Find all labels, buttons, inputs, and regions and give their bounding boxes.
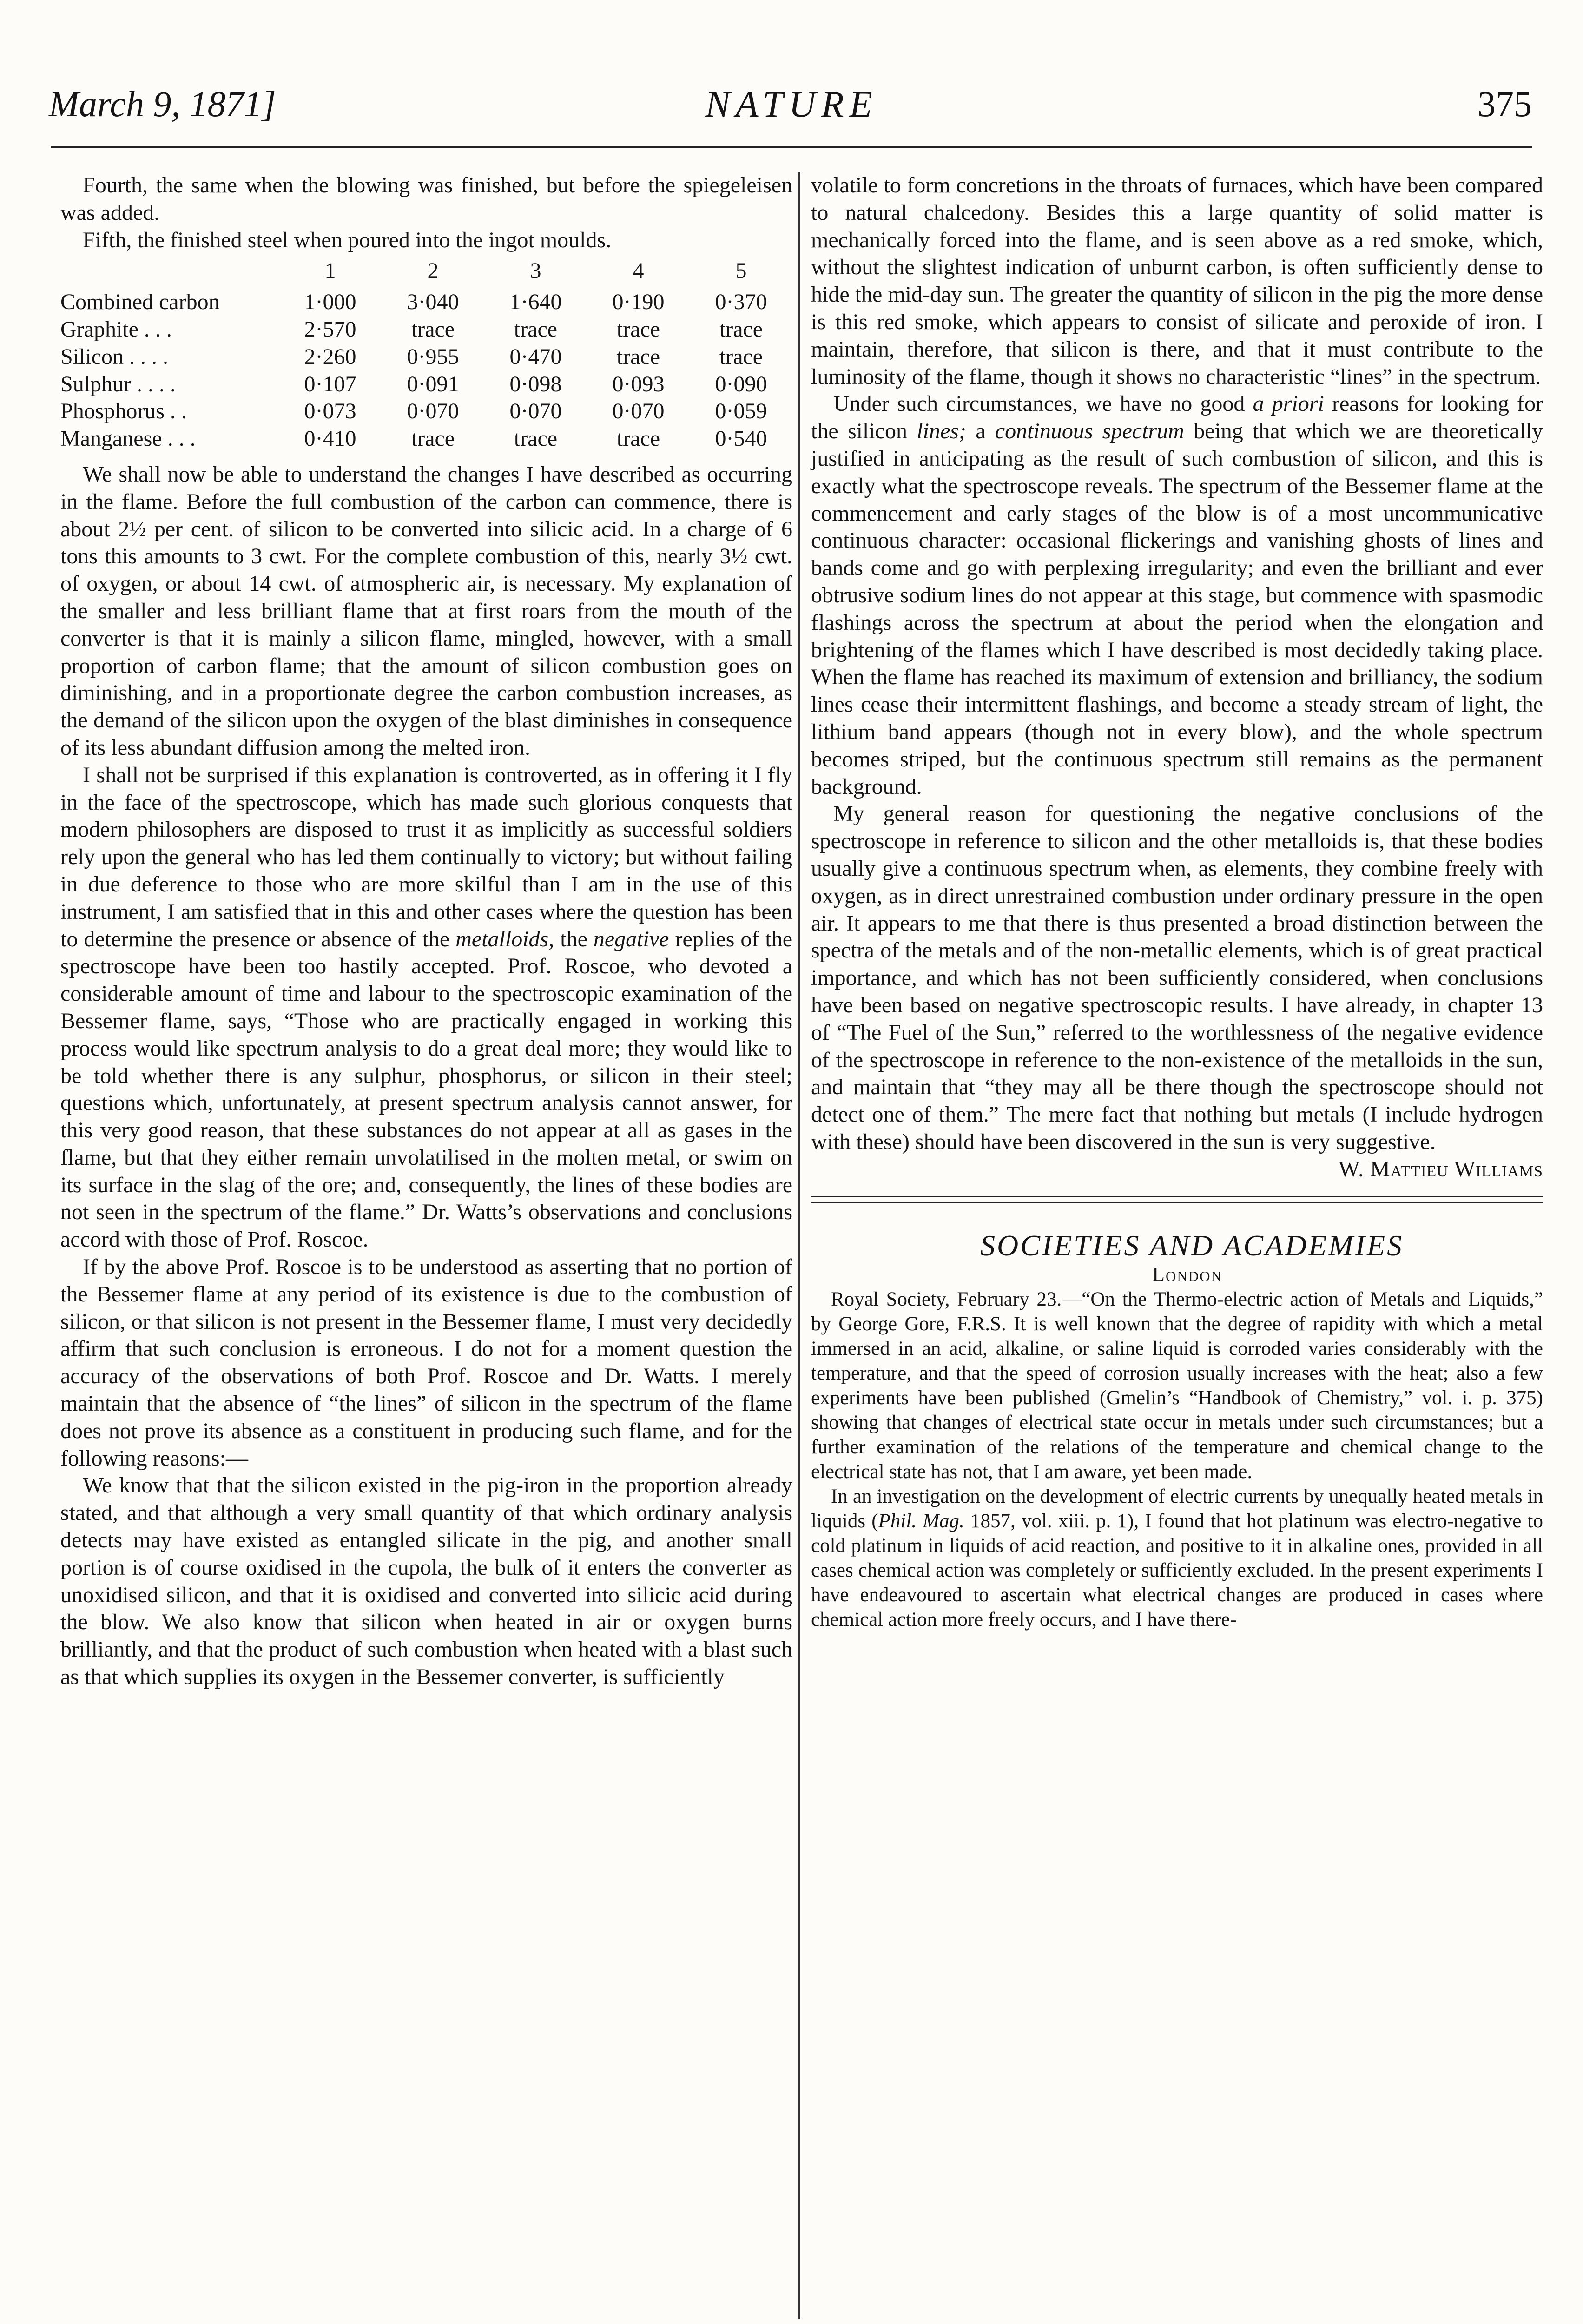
table-cell: 0·470 bbox=[509, 344, 562, 369]
paragraph-royal-society bbox=[811, 1287, 1543, 1484]
italic-run: metalloids bbox=[455, 926, 549, 951]
table-cell: 0·190 bbox=[612, 290, 665, 315]
table-cell: 0·410 bbox=[304, 426, 356, 451]
table-cell: 0·370 bbox=[715, 290, 767, 315]
table-cell: 0·070 bbox=[509, 399, 562, 424]
table-cell: trace bbox=[616, 317, 660, 342]
table-header-cell: 1 bbox=[324, 258, 336, 284]
italic-run: negative bbox=[593, 926, 669, 951]
table-cell: 0·107 bbox=[304, 371, 356, 396]
table-cell: trace bbox=[719, 344, 763, 369]
table-row-label: Phosphorus . . bbox=[60, 399, 187, 424]
table-cell: 0·090 bbox=[715, 371, 767, 396]
table-cell: trace bbox=[411, 317, 455, 342]
table-cell: 0·070 bbox=[407, 399, 459, 424]
page-number: 375 bbox=[1477, 84, 1532, 124]
paragraph-electric-currents bbox=[811, 1484, 1543, 1632]
table-header-cell: 2 bbox=[427, 258, 439, 284]
intro-fifth: Fifth, the finished steel when poured into the ingot moulds. bbox=[83, 227, 612, 252]
paragraph-spectroscope-critique bbox=[60, 762, 792, 1254]
table-row bbox=[60, 371, 792, 398]
table-row bbox=[60, 398, 792, 425]
text-run: 1857, vol. xiii. p. 1), I found that hot platinum was electro-negative to cold platinum in liquids of acid reaction, and positive to it in alkaline ones, provided in all cases chemical action was completely or sufficiently excluded. In the present experiments I have endeavoured to ascertain what electrical changes are produced in cases where chemical action more freely occurs, and I have there- bbox=[811, 1510, 1543, 1631]
paragraph-volatile-continuation: volatile to form concretions in the throats of furnaces, which have been compared to natural chalcedony. Besides this a large quantity of solid matter is mechanically forced into the flame, and is seen above as a red smoke, which, without the slightest indication of unburnt carbon, is often sufficiently dense to hide the mid-day sun. The greater the quantity of silicon in the pig the more dense is this red smoke, which appears to consist of silicate and peroxide of iron. I maintain, therefore, that silicon is there, and that it must contribute to the luminosity of the flame, though it shows no characteristic “lines” in the spectrum. bbox=[811, 173, 1543, 389]
table-cell: 0·070 bbox=[612, 399, 665, 424]
text-run: , the bbox=[548, 926, 587, 951]
table-cell: trace bbox=[616, 426, 660, 451]
table-cell: 1·000 bbox=[304, 290, 356, 315]
journal-title: NATURE bbox=[705, 84, 878, 125]
italic-run: Phil. Mag. bbox=[878, 1510, 964, 1532]
text-run: Under such circumstances, we have no good bbox=[833, 391, 1245, 416]
analysis-table bbox=[60, 257, 792, 453]
table-row-label: Manganese . . . bbox=[60, 426, 196, 451]
table-header-cell: 5 bbox=[735, 258, 747, 284]
table-row-label: Graphite . . . bbox=[60, 317, 172, 342]
table-cell: 0·098 bbox=[509, 371, 562, 396]
column-separator bbox=[798, 172, 800, 2319]
table-header-cell bbox=[60, 257, 279, 289]
paragraph-combustion-changes: We shall now be able to understand the changes I have described as occurring in the flame. Before the full combustion of the carbon can commence, there is about 2½ per cent. of silicon to be converted into silicic acid. In a charge of 6 tons this amounts to 3 cwt. For the complete combustion of this, nearly 3½ cwt. of oxygen, or about 14 cwt. of atmospheric air, is necessary. My explanation of the smaller and less brilliant flame that at first roars from the mouth of the converter is that it is mainly a silicon flame, mingled, however, with a small proportion of carbon flame; that the amount of silicon combustion goes on diminishing, and in a proportionate degree the carbon combustion increases, as the demand of the silicon upon the oxygen of the blast diminishes in consequence of its less abundant diffusion among the melted iron. bbox=[60, 462, 792, 760]
section-divider bbox=[811, 1196, 1543, 1203]
table-cell: 0·091 bbox=[407, 371, 459, 396]
section-subtitle: London bbox=[1152, 1263, 1222, 1286]
paragraph-silicon-reasons: We know that that the silicon existed in the pig-iron in the proportion already stated, and that although a very small quantity of that which ordinary analysis detects may have existed as entangled silicate in the pig, and another small portion is of course oxidised in the cupola, the bulk of it enters the converter as unoxidised silicon, and that it is oxidised and converted into silicic acid during the blow. We also know that silicon when heated in air or oxygen burns brilliantly, and that the product of such combustion when heated with a blast such as that which supplies its oxygen in the Bessemer converter, is sufficiently bbox=[60, 1473, 792, 1690]
text-run: Royal Society, February 23.— bbox=[831, 1288, 1082, 1311]
table-cell: 0·093 bbox=[612, 371, 665, 396]
table-header-cell: 4 bbox=[633, 258, 644, 284]
text-run: being that which we are theoretically justified in anticipating as the result of such combustion of silicon, and this is exactly what the spectroscope reveals. The spectrum of the Bessemer flame at the commencement and early stages of the blow is of a most uncommunicative continuous character: occasional flickerings and vanishing ghosts of lines and bands come and go with perplexing irregularity; and even the brilliant and ever obtrusive sodium lines do not appear at this stage, but commence with spasmodic flashings across the spectrum at about the period when the elongation and brightening of the flames which I have described is most decidedly taking place. When the flame has reached its maximum of extension and brilliancy, the sodium lines cease their intermittent flashings, and become a steady stream of light, the lithium band appears (though not in every blow), and the whole spectrum becomes striped, but the continuous spectrum still remains as the permanent background. bbox=[811, 419, 1543, 799]
text-run: I shall not be surprised if this explanation is controverted, as in offering it I fly in the face of the spectroscope, which has made such glorious conquests that modern philosophers are disposed to trust it as implicitly as successful soldiers rely upon the general who has led them continually to victory; but without failing in due deference to those who are more skilful than I am in the use of this instrument, I am satisfied that in this and other cases where the question has been to determine the presence or absence of the bbox=[60, 762, 792, 951]
italic-run: continuous spectrum bbox=[995, 419, 1184, 444]
table-cell: trace bbox=[514, 426, 558, 451]
author-signature: W. Mattieu Williams bbox=[1339, 1156, 1543, 1182]
table-cell: 1·640 bbox=[509, 290, 562, 315]
paragraph-roscoe-assertion: If by the above Prof. Roscoe is to be understood as asserting that no portion of the Bessemer flame at any period of its existence is due to the combustion of silicon, or that silicon is not present in the Bessemer flame, I must very decidedly affirm that such conclusion is erroneous. I do not for a moment question the accuracy of the observations of both Prof. Roscoe and Dr. Watts. I merely maintain that the absence of “the lines” of silicon in the spectrum of the flame does not prove its absence as a constituent in producing such flame, and for the following reasons:— bbox=[60, 1254, 792, 1471]
table-row bbox=[60, 343, 792, 371]
left-column bbox=[60, 172, 792, 1691]
table-cell: 0·540 bbox=[715, 426, 767, 451]
text-run: a bbox=[976, 419, 986, 444]
table-cell: 0·059 bbox=[715, 399, 767, 424]
table-row bbox=[60, 316, 792, 343]
text-run: reasons for looking for the silicon bbox=[811, 391, 1543, 444]
italic-run: lines; bbox=[917, 419, 966, 444]
right-column bbox=[811, 172, 1543, 1632]
paragraph-general-reason: My general reason for questioning the negative conclusions of the spectroscope in reference to silicon and the other metalloids is, that these bodies usually give a continuous spectrum when, as elements, they combine freely with oxygen, as in direct unrestrained combustion under ordinary pressure in the open air. It appears to me that there is thus presented a broad distinction between the spectra of the metals and of the non-metallic elements, which is of great practical importance, and which has not been sufficiently considered, when conclusions have been based on negative spectroscopic results. I have already, in chapter 13 of “The Fuel of the Sun,” referred to the worthlessness of the negative evidence of the spectroscope in reference to the non-existence of the metalloids in the sun, and maintain that “they may all be there though the spectroscope should not detect one of them.” The mere fact that nothing but metals (I include hydrogen with these) should have been discovered in the sun is very suggestive. bbox=[811, 801, 1543, 1154]
table-cell: 2·570 bbox=[304, 317, 356, 342]
header-rule bbox=[51, 146, 1532, 148]
intro-fourth: Fourth, the same when the blowing was finished, but before the spiegeleisen was added. bbox=[60, 173, 792, 225]
table-cell: trace bbox=[514, 317, 558, 342]
table-header-cell: 3 bbox=[530, 258, 541, 284]
section-title: SOCIETIES AND ACADEMIES bbox=[980, 1229, 1404, 1262]
table-row-label: Sulphur . . . . bbox=[60, 371, 176, 396]
table-header-row bbox=[60, 257, 792, 289]
italic-run: a priori bbox=[1253, 391, 1324, 416]
paragraph-continuous-spectrum bbox=[811, 390, 1543, 800]
text-run: “On the Thermo-electric action of Metals and Liquids,” by George Gore, F.R.S. It is well known that the degree of rapidity with which a metal immersed in an acid, alkaline, or saline liquid is corroded varies considerably with the temperature, and that the speed of corrosion usually increases with the heat; also a few experiments have been published (Gmelin’s “Handbook of Chemistry,” vol. i. p. 375) showing that changes of electrical state occur in metals under such circumstances; but a further examination of the relations of the temperature and chemical change to the electrical state has not, that I am aware, yet been made. bbox=[811, 1288, 1543, 1483]
text-run: In an investigation on the development of electric currents by unequally heated metals in liquids ( bbox=[811, 1486, 1543, 1532]
table-cell: trace bbox=[411, 426, 455, 451]
table-cell: 2·260 bbox=[304, 344, 356, 369]
text-run: replies of the spectroscope have been too hastily accepted. Prof. Roscoe, who devoted a considerable amount of time and labour to the spectroscopic examination of the Bessemer flame, says, “Those who are practically engaged in working this process would like spectrum analysis to do a great deal more; they would like to be told whether there is any sulphur, phosphorus, or silicon in their steel; questions which, unfortunately, at present spectrum analysis cannot answer, for this very good reason, that these substances do not appear at all as gases in the flame, but that they either remain unvolatilised in the molten metal, or swim on its surface in the slag of the ore; and, consequently, the lines of these bodies are not seen in the spectrum of the flame.” Dr. Watts’s observations and conclusions accord with those of Prof. Roscoe. bbox=[60, 926, 793, 1252]
table-cell: trace bbox=[616, 344, 660, 369]
table-row bbox=[60, 289, 792, 316]
table-row-label: Combined carbon bbox=[60, 290, 220, 315]
table-row bbox=[60, 425, 792, 453]
table-cell: 3·040 bbox=[407, 290, 459, 315]
table-cell: 0·073 bbox=[304, 399, 356, 424]
table-row-label: Silicon . . . . bbox=[60, 344, 169, 369]
table-cell: 0·955 bbox=[407, 344, 459, 369]
issue-date: March 9, 1871] bbox=[49, 84, 276, 124]
table-cell: trace bbox=[719, 317, 763, 342]
